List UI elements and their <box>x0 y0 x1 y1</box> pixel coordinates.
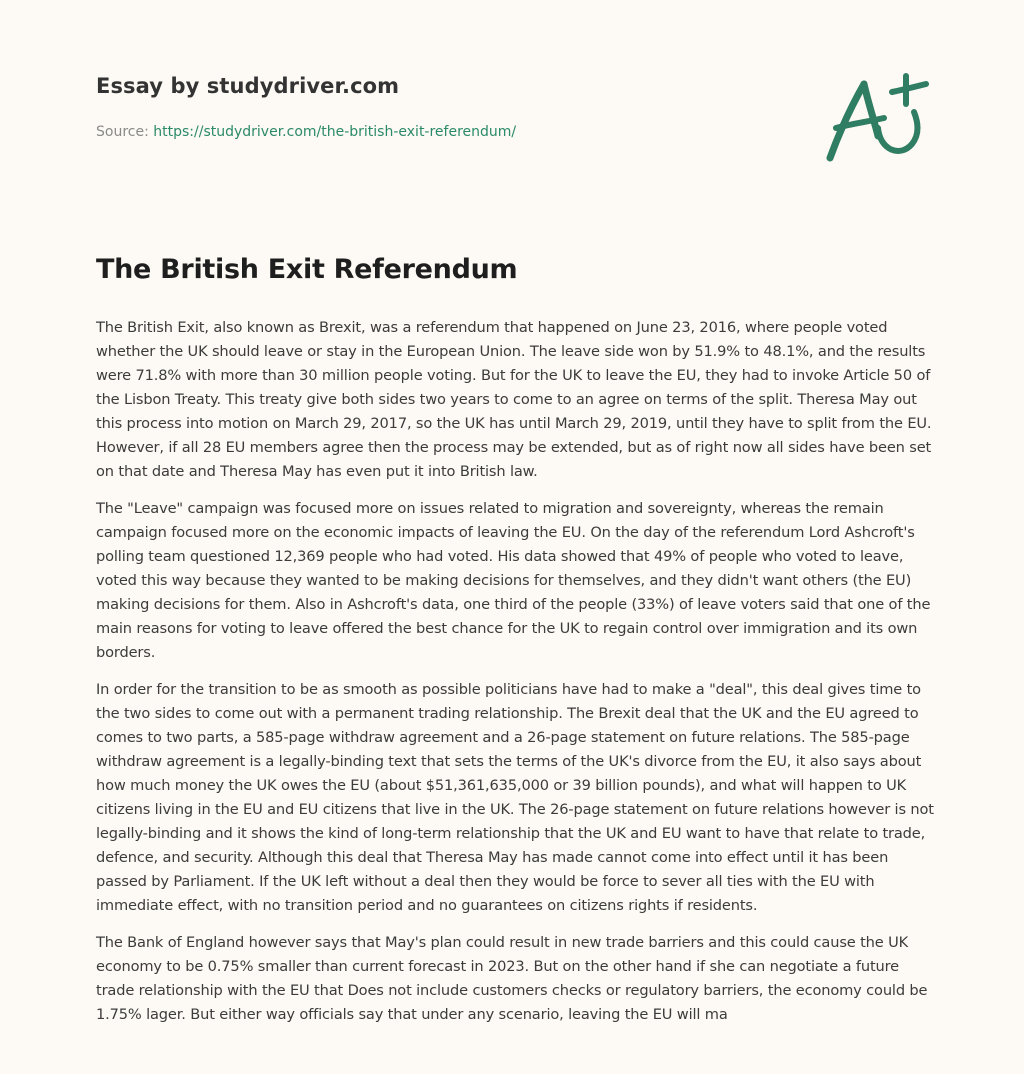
a-plus-grade-icon <box>822 66 932 166</box>
source-label: Source: <box>96 124 154 140</box>
essay-title: The British Exit Referendum <box>96 254 518 285</box>
paragraph: The British Exit, also known as Brexit, was a referendum that happened on June 23, 2016, where people voted whether the UK should leave or stay in the European Union. The leave side won by 51.9% to 48.1%, and the results were 71.8% with more than 30 million people voting. But for the UK to leave the EU, they had to invoke Article 50 of the Lisbon Treaty. This treaty give both sides two years to come to an agree on terms of the split. Theresa May out this process into motion on March 29, 2017, so the UK has until March 29, 2019, until they have to split from the EU. However, if all 28 EU members agree then the process may be extended, but as of right now all sides have been set on that date and Theresa May has even put it into British law. <box>96 319 932 480</box>
essay-body <box>96 316 934 1040</box>
paragraph: The "Leave" campaign was focused more on issues related to migration and sovereignty, whereas the remain campaign focused more on the economic impacts of leaving the EU. On the day of the referendum Lord Ashcroft's polling team questioned 12,369 people who had voted. His data showed that 49% of people who voted to leave, voted this way because they wanted to be making decisions for themselves, and they didn't want others (the EU) making decisions for them. Also in Ashcroft's data, one third of the people (33%) of leave voters said that one of the main reasons for voting to leave offered the best chance for the UK to regain control over immigration and its own borders. <box>96 500 931 661</box>
paragraph: The Bank of England however says that May's plan could result in new trade barriers and this could cause the UK economy to be 0.75% smaller than current forecast in 2023. But on the other hand if she can negotiate a future trade relationship with the EU that Does not include customers checks or regulatory barriers, the economy could be 1.75% lager. But either way officials say that under any scenario, leaving the EU will ma <box>96 934 928 1023</box>
source-link[interactable]: https://studydriver.com/the-british-exit-referendum/ <box>153 124 517 140</box>
page-header <box>96 74 936 140</box>
source-line <box>96 124 516 140</box>
paragraph: In order for the transition to be as smooth as possible politicians have had to make a "deal", this deal gives time to the two sides to come out with a permanent trading relationship. The Brexit deal that the UK and the EU agreed to comes to two parts, a 585-page withdraw agreement and a 26-page statement on future relations. The 585-page withdraw agreement is a legally-binding text that sets the terms of the UK's divorce from the EU, it also says about how much money the UK owes the EU (about $51,361,635,000 or 39 billion pounds), and what will happen to UK citizens living in the EU and EU citizens that live in the UK. The 26-page statement on future relations however is not legally-binding and it shows the kind of long-term relationship that the UK and EU want to have that relate to trade, defence, and security. Although this deal that Theresa May has made cannot come into effect until it has been passed by Parliament. If the UK left without a deal then they would be force to sever all ties with the EU with immediate effect, with no transition period and no guarantees on citizens rights if residents. <box>96 681 934 914</box>
brand-title: Essay by studydriver.com <box>96 74 400 98</box>
